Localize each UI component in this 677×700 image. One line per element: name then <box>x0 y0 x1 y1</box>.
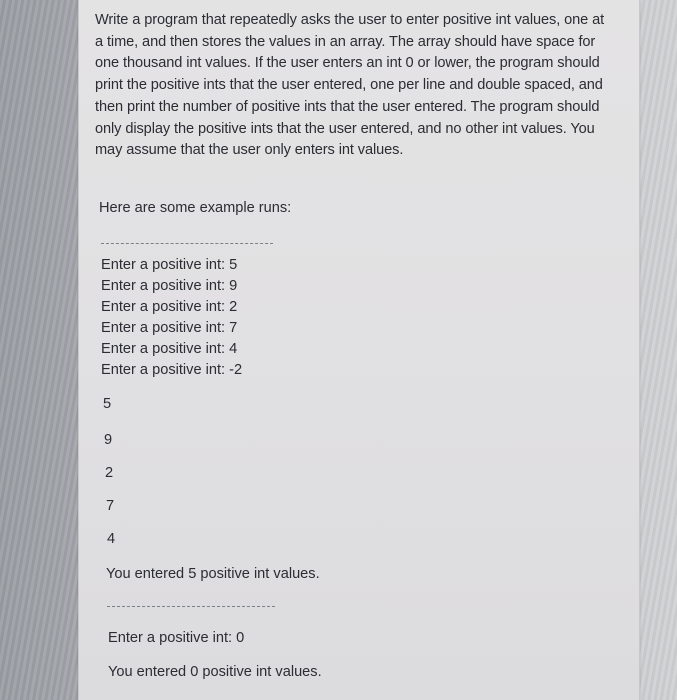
run1-input-line: Enter a positive int: 7 <box>101 320 238 336</box>
assignment-page <box>78 0 640 700</box>
run1-output-value: 9 <box>104 432 113 448</box>
run1-output-value: 4 <box>107 531 116 547</box>
examples-heading: Here are some example runs: <box>99 200 292 216</box>
run1-input-line: Enter a positive int: 2 <box>101 299 238 315</box>
run1-output-value: 7 <box>106 498 115 514</box>
run2-input-line: Enter a positive int: 0 <box>108 630 245 646</box>
run2-summary: You entered 0 positive int values. <box>108 664 322 680</box>
run1-input-line: Enter a positive int: 5 <box>101 257 238 273</box>
run1-output-value: 5 <box>103 396 112 412</box>
run1-input-line: Enter a positive int: 4 <box>101 341 238 357</box>
assignment-prompt: Write a program that repeatedly asks the user to enter positive int values, one at a time, and then stores the values in an array. The array should have space for one thousand int values. If the user enters an int 0 or lower, the program should print the positive ints that the user entered, one per line and double spaced, and then print the number of positive ints that the user entered. The program should only display the positive ints that the user entered, and no other int values. You may assume that the user only enters int values. <box>95 12 605 159</box>
dashed-divider <box>101 243 273 244</box>
run1-input-line: Enter a positive int: 9 <box>101 278 238 294</box>
run1-output-value: 2 <box>105 465 114 481</box>
dashed-divider <box>107 606 275 607</box>
run1-summary: You entered 5 positive int values. <box>106 566 320 582</box>
run1-input-line: Enter a positive int: -2 <box>101 362 243 378</box>
